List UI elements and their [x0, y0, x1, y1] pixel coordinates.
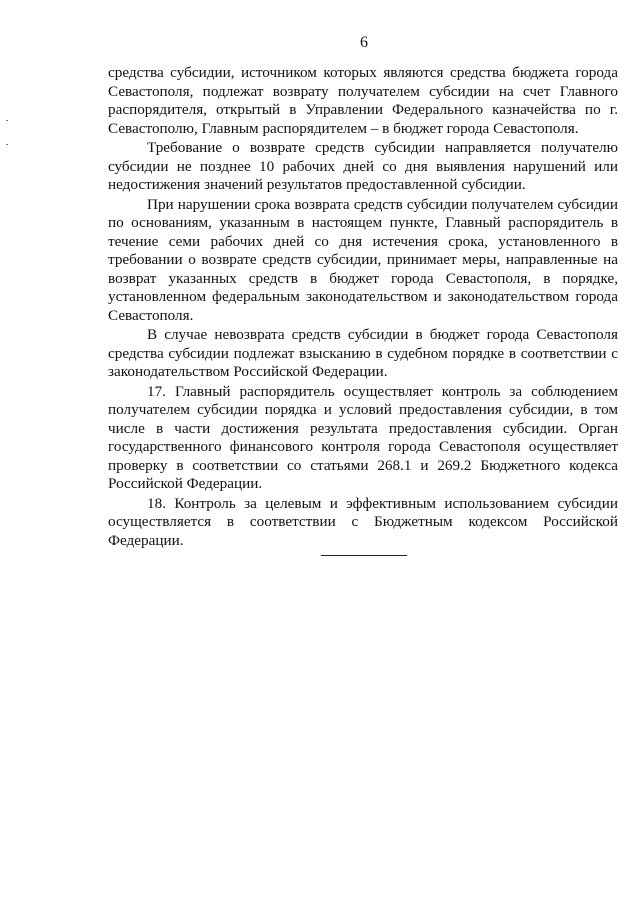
- paragraph-recovery-in-court: В случае невозврата средств субсидии в бюджет города Севастополя средства субсидии подлежат взысканию в судебном порядке в соответствии с законодательством Российской Федерации.: [108, 326, 618, 380]
- paragraph-refund-deadline-violation: При нарушении срока возврата средств субсидии получателем субсидии по основаниям, указанным в настоящем пункте, Главный распорядитель в течение семи рабочих дней со дня истечения срока, установленного в требовании о возврате средств субсидии, принимает меры, направленные на возврат указанных средств в бюджет города Севастополя, в порядке, установленном федеральным законодательством и законодательством города Севастополя.: [108, 195, 618, 324]
- document-body: [108, 64, 618, 550]
- paragraph-item-17: 17. Главный распорядитель осуществляет контроль за соблюдением получателем субсидии порядка и условий предоставления субсидии, в том числе в части достижения результата предоставления субсидии. Орган государственного финансового контроля города Севастополя осуществляет проверку в соответствии со статьями 268.1 и 269.2 Бюджетного кодекса Российской Федерации.: [108, 382, 618, 492]
- end-separator-line: [321, 555, 407, 556]
- margin-mark: [6, 120, 8, 121]
- paragraph-refund-request: Требование о возврате средств субсидии направляется получателю субсидии не позднее 10 рабочих дней со дня выявления нарушений или недостижения значений результатов предоставленной субсидии.: [108, 139, 618, 193]
- page-number: 6: [360, 34, 368, 51]
- paragraph-item-18: 18. Контроль за целевым и эффективным использованием субсидии осуществляется в соответствии с Бюджетным кодексом Российской Федерации.: [108, 494, 618, 549]
- paragraph-continuation: средства субсидии, источником которых являются средства бюджета города Севастополя, подлежат возврату получателем субсидии на счет Главного распорядителя, открытый в Управлении Федерального казначейства по г. Севастополю, Главным распорядителем – в бюджет города Севастополя.: [108, 64, 618, 137]
- margin-mark: [6, 144, 8, 145]
